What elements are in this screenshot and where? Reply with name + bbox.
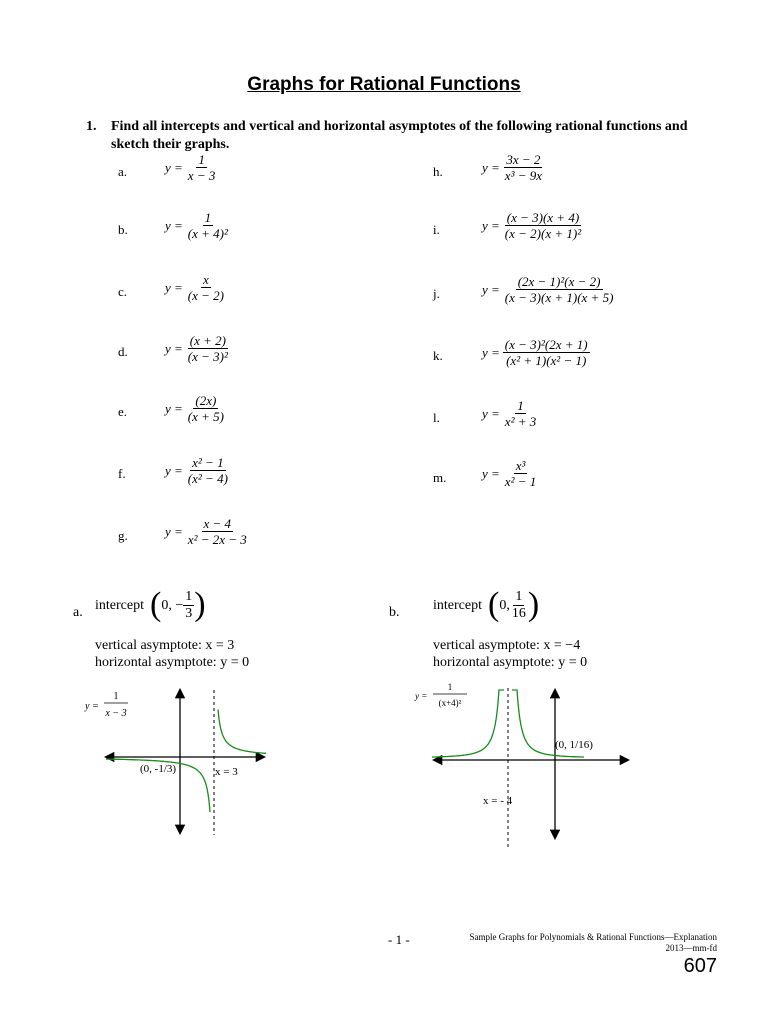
answer-a-vertical-asymptote: vertical asymptote: x = 3: [95, 638, 235, 653]
problem-e-equation: y = $\frac{(2x)}{(x + 5)}$: [165, 393, 224, 424]
problem-g-label: g.: [118, 528, 128, 543]
problem-j-label: j.: [433, 286, 440, 301]
graph-a-eq-lhs: y =: [85, 701, 99, 712]
graph-a-asymptote-label: x = 3: [215, 766, 238, 778]
graph-a-point-label: (0, -1/3): [140, 763, 177, 775]
problem-c-equation: y = $\frac{x}{(x - 2)}$: [165, 272, 224, 303]
answer-a-label: a.: [73, 605, 83, 620]
problem-l-equation: y = $\frac{1}{\text{x² + 3}}$: [482, 398, 537, 429]
answer-b-horizontal-asymptote: horizontal asymptote: y = 0: [433, 655, 588, 670]
problem-m-equation: y = $\frac{\text{x³}}{\text{x² − 1}}$: [482, 458, 537, 489]
problem-d-label: d.: [118, 344, 128, 359]
problem-g-equation: y = $\frac{x - 4}{\text{x² − 2x − 3}}$: [165, 516, 247, 547]
graph-b-asymptote-label: x = - 4: [483, 795, 513, 807]
problem-l-label: l.: [433, 410, 440, 425]
graph-b-point-label: (0, 1/16): [555, 739, 593, 751]
problem-k-label: k.: [433, 348, 443, 363]
problem-h-equation: y = $\frac{3x - 2}{\text{x³ − 9x}}$: [482, 152, 543, 183]
problem-d-equation: y = $\frac{(x + 2)}{\text{(x − 3)²}}$: [165, 333, 228, 364]
page-number-marker: - 1 -: [388, 932, 410, 947]
page-number: 607: [683, 955, 717, 977]
answer-b-label: b.: [389, 605, 400, 620]
answer-b-vertical-asymptote: vertical asymptote: x = −4: [433, 638, 581, 653]
problem-m-label: m.: [433, 470, 447, 485]
graph-a-eq-den: x − 3: [105, 708, 127, 719]
answer-b-intercept: intercept ( 0, 1 16 ): [433, 586, 540, 623]
problem-f-equation: y = $\frac{\text{x² − 1}}{\text{(x² − 4)}}$: [165, 455, 228, 486]
problem-e-label: e.: [118, 404, 128, 419]
problem-j-equation: y = $\frac{\text{(2x − 1)²(x − 2)}}{(x - 3)(x + 1)(x + 5)}$: [482, 274, 614, 305]
question-number: 1.: [86, 119, 97, 134]
graph-a-curve-right: [218, 710, 266, 754]
answer-a-horizontal-asymptote: horizontal asymptote: y = 0: [95, 655, 250, 670]
problem-h-label: h.: [433, 164, 443, 179]
footer-caption: Sample Graphs for Polynomials & Rational Functions—Explanation 2013—mm-fd: [469, 932, 717, 953]
problem-c-label: c.: [118, 284, 128, 299]
problem-k-equation: y = $\frac{\text{(x − 3)²(2x + 1)}}{\text{(x² + 1)(x² − 1)}}$: [482, 337, 588, 368]
problem-b-equation: y = $\frac{1}{\text{(x + 4)²}}$: [165, 210, 228, 241]
graph-a-eq-num: 1: [113, 691, 119, 702]
page-title: Graphs for Rational Functions: [247, 74, 521, 95]
graph-b-eq-lhs: y =: [415, 691, 428, 701]
problem-b-label: b.: [118, 222, 128, 237]
answer-a-intercept: intercept ( 0, − $\frac{1}{3}$ ): [95, 586, 206, 623]
problem-i-label: i.: [433, 222, 440, 237]
problem-a-equation: y = $\frac{1}{x - 3}$: [165, 152, 216, 183]
graph-b-eq-num: 1: [447, 682, 453, 692]
problem-f-label: f.: [118, 466, 126, 481]
problem-i-equation: y = $\frac{(x - 3)(x + 4)}{\text{(x − 2)(x + 1)²}}$: [482, 210, 582, 241]
problem-a-label: a.: [118, 164, 128, 179]
question-text: Find all intercepts and vertical and horizontal asymptotes of the following rational functions and sketch their graphs.: [111, 119, 688, 152]
graph-b-eq-den: (x+4)²: [438, 698, 462, 708]
